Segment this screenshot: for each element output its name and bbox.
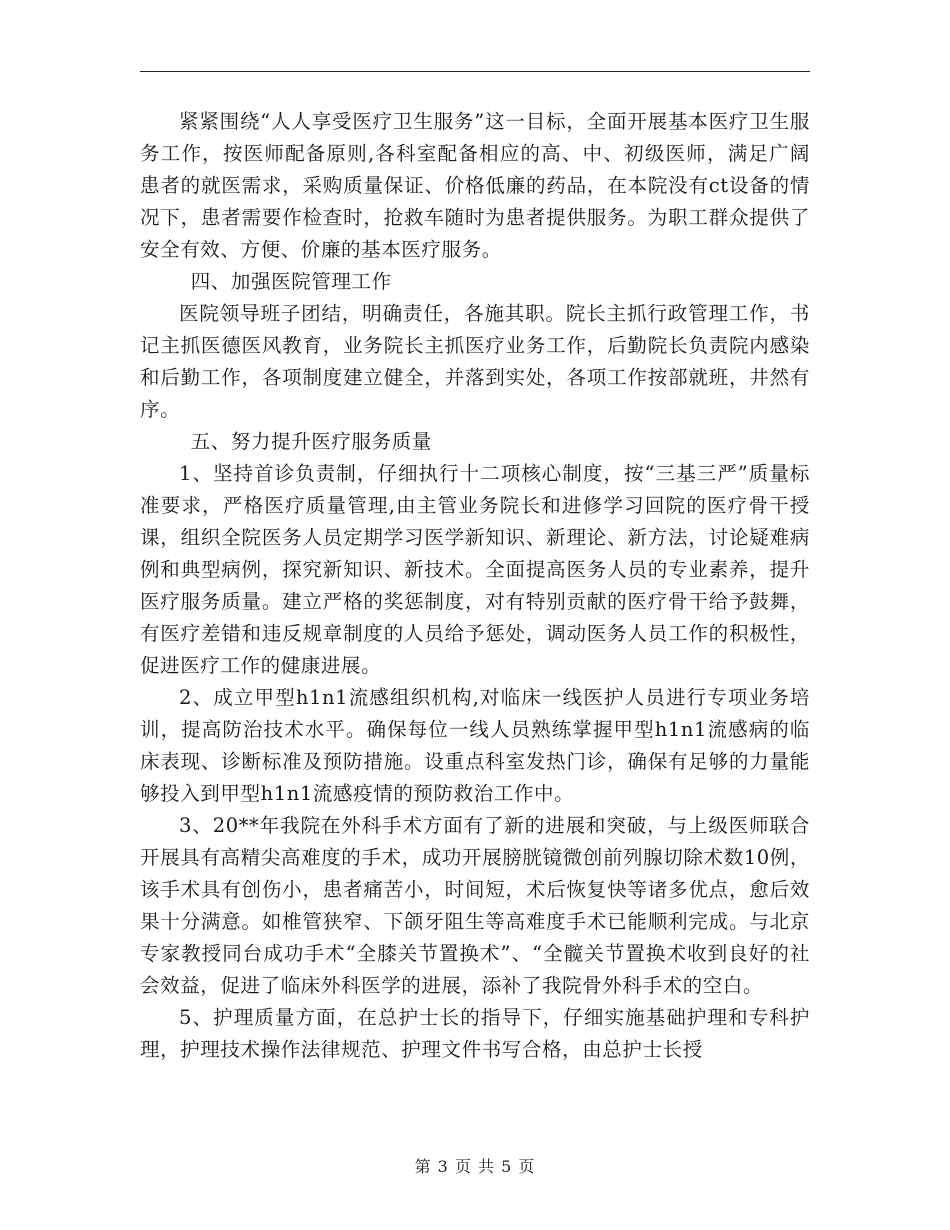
page-number-footer: 第 3 页 共 5 页 — [414, 1157, 536, 1176]
paragraph-item-3: 3、20**年我院在外科手术方面有了新的进展和突破，与上级医师联合开展具有高精尖高难度的手术，成功开展膀胱镜微创前列腺切除术数10例，该手术具有创伤小，患者痛苦小，时间短，术后恢复快等诸多优点，愈后效果十分满意。如椎管狭窄、下颌牙阻生等高难度手术已能顺利完成。与北京专家教授同台成功手术“全膝关节置换术”、“全髋关节置换术收到良好的社会效益，促进了临床外科医学的进展，添补了我院骨外科手术的空白。 — [140, 814, 810, 997]
paragraph-service-goal: 紧紧围绕“人人享受医疗卫生服务”这一目标，全面开展基本医疗卫生服务工作，按医师配备原则,各科室配备相应的高、中、初级医师，满足广阔患者的就医需求，采购质量保证、价格低廉的药品，在本院没有ct设备的情况下，患者需要作检查时，抢救车随时为患者提供服务。为职工群众提供了安全有效、方便、价廉的基本医疗服务。 — [140, 110, 810, 261]
section-heading-quality: 五、努力提升医疗服务质量 — [190, 430, 432, 453]
paragraph-management: 医院领导班子团结，明确责任，各施其职。院长主抓行政管理工作，书记主抓医德医风教育，业务院长主抓医疗业务工作，后勤院长负责院内感染和后勤工作，各项制度建立健全，并落到实处，各项工作按部就班，井然有序。 — [140, 302, 810, 421]
document-body — [140, 106, 810, 1066]
paragraph-item-5: 5、护理质量方面，在总护士长的指导下，仔细实施基础护理和专科护理，护理技术操作法律规范、护理文件书写合格，由总护士长授 — [140, 1006, 810, 1061]
paragraph-item-2: 2、成立甲型h1n1流感组织机构,对临床一线医护人员进行专项业务培训，提高防治技术水平。确保每位一线人员熟练掌握甲型h1n1流感病的临床表现、诊断标准及预防措施。设重点科室发热门诊，确保有足够的力量能够投入到甲型h1n1流感疫情的预防救治工作中。 — [140, 686, 810, 805]
header-rule — [140, 71, 810, 72]
paragraph-item-1: 1、坚持首诊负责制，仔细执行十二项核心制度，按“三基三严”质量标准要求，严格医疗质量管理,由主管业务院长和进修学习回院的医疗骨干授课，组织全院医务人员定期学习医学新知识、新理论、新方法，讨论疑难病例和典型病例，探究新知识、新技术。全面提高医务人员的专业素养，提升医疗服务质量。建立严格的奖惩制度，对有特别贡献的医疗骨干给予鼓舞，有医疗差错和违反规章制度的人员给予惩处，调动医务人员工作的积极性，促进医疗工作的健康进展。 — [140, 462, 810, 677]
section-heading-management: 四、加强医院管理工作 — [190, 270, 392, 293]
